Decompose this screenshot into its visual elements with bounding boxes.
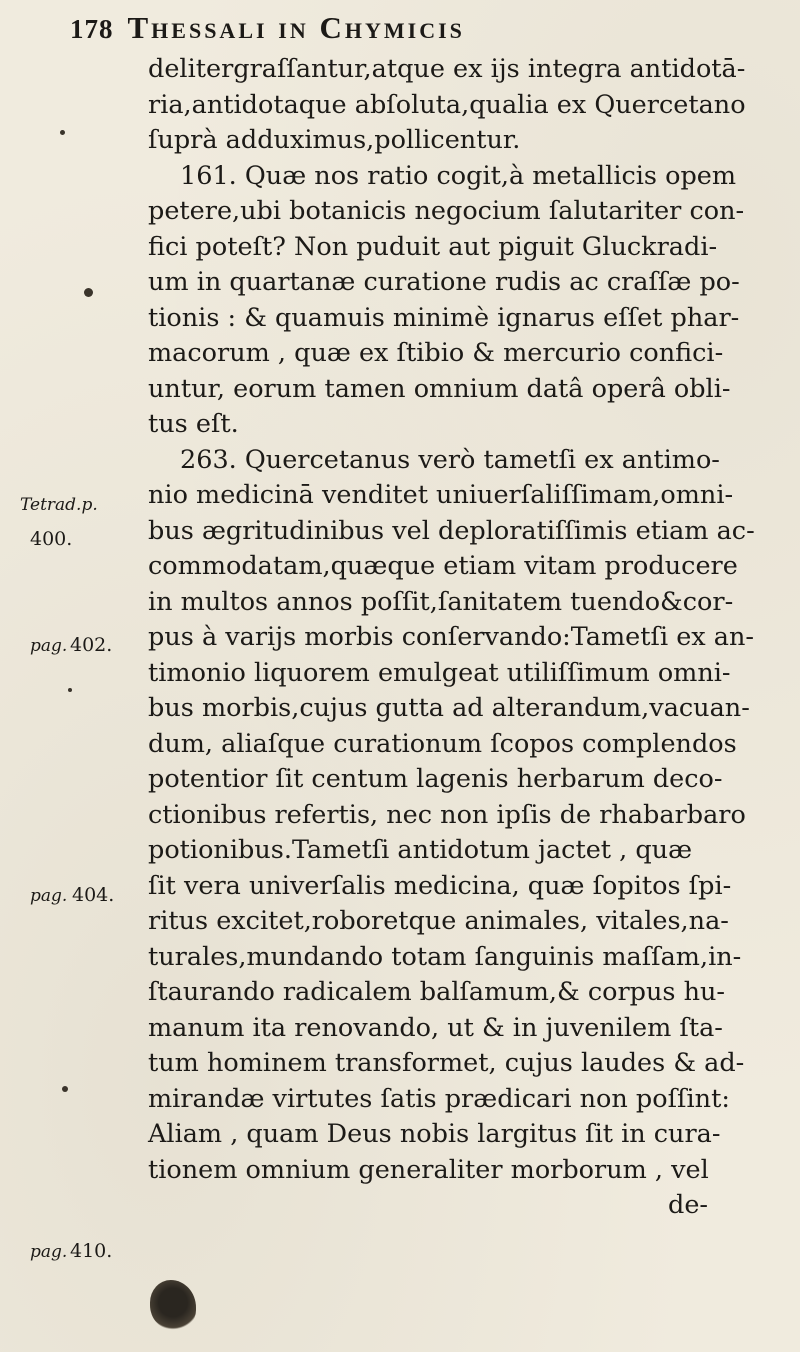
- margin-note-pag-1: pag.: [30, 636, 68, 656]
- text-line: 161. Quæ nos ratio cogit,à metallicis opem: [180, 160, 737, 191]
- text-line: Aliam , quam Deus nobis largitus ſit in cura-: [148, 1119, 721, 1149]
- text-line: turales,mundando totam ſanguinis maſſam,in-: [148, 941, 742, 972]
- text-line: pus à varijs morbis conſervando:Tametſi ex an-: [148, 622, 755, 652]
- text-line: ctionibus refertis, nec non ipſis de rhabarbaro: [148, 799, 746, 830]
- text-line: bus ægritudinibus vel deploratiſſimis etiam ac-: [148, 515, 755, 546]
- text-line: delitergraſſantur,atque ex ijs integra antidotā-: [148, 54, 746, 84]
- text-line: petere,ubi botanicis negocium ſalutariter con-: [148, 196, 745, 226]
- text-line: bus morbis,cujus gutta ad alterandum,vacuan-: [148, 693, 750, 723]
- text-line: ria,antidotaque abſoluta,qualia ex Quercetano: [148, 89, 746, 120]
- running-header: [70, 10, 710, 54]
- catchword: de-: [668, 1190, 709, 1220]
- margin-note-tetrad: Tetrad.p.: [20, 495, 98, 515]
- text-line: manum ita renovando, ut & in juvenilem ſta-: [148, 1012, 723, 1043]
- text-line: ſit vera univerſalis medicina, quæ ſopitos ſpi-: [148, 870, 732, 901]
- margin-note-pag-3: pag.: [30, 1242, 68, 1262]
- text-line: tionis : & quamuis minimè ignarus eſſet phar-: [148, 302, 740, 333]
- text-line: potionibus.Tametſi antidotum jactet , quæ: [148, 835, 693, 865]
- margin-note-402: 402.: [70, 634, 113, 656]
- text-line: ſuprà adduximus,pollicentur.: [148, 125, 521, 155]
- text-line: dum, aliaſque curationum ſcopos complendos: [148, 728, 737, 759]
- text-line: potentior ſit centum lagenis herbarum deco-: [148, 764, 723, 794]
- margin-note-410: 410.: [70, 1240, 113, 1262]
- ink-speck: [60, 130, 65, 135]
- ink-blot: [150, 1280, 196, 1330]
- text-line: mirandæ virtutes ſatis prædicari non poſſint:: [148, 1083, 730, 1114]
- ink-speck: [62, 1086, 68, 1092]
- text-line: 263. Quercetanus verò tametſi ex antimo-: [180, 444, 720, 475]
- margin-notes: [0, 0, 148, 1352]
- running-title: Thessali in Chymicis: [127, 10, 465, 45]
- text-line: timonio liquorem emulgeat utiliſſimum omni-: [148, 657, 731, 688]
- page-number: 178: [70, 14, 114, 44]
- text-line: um in quartanæ curatione rudis ac craſſæ po-: [148, 267, 740, 297]
- margin-note-pag-2: pag.: [30, 886, 68, 906]
- margin-note-404: 404.: [72, 884, 115, 906]
- margin-note-400: 400.: [30, 528, 73, 550]
- text-line: fici poteſt? Non puduit aut piguit Gluckradi-: [148, 231, 718, 262]
- text-line: nio medicinā venditet uniuerſaliſſimam,omni-: [148, 480, 734, 510]
- text-line: commodatam,quæque etiam vitam producere: [148, 551, 738, 581]
- text-line: ritus excitet,roboretque animales, vitales,na-: [148, 906, 729, 936]
- text-line: macorum , quæ ex ſtibio & mercurio confici-: [148, 338, 724, 368]
- ink-speck: [68, 688, 72, 692]
- ink-speck: [84, 288, 93, 297]
- text-line: ſtaurando radicalem balſamum,& corpus hu-: [148, 977, 726, 1007]
- text-line: tionem omnium generaliter morborum , vel: [148, 1154, 709, 1185]
- text-line: untur, eorum tamen omnium datâ operâ obli-: [148, 373, 731, 404]
- text-line: tum hominem transformet, cujus laudes & ad-: [148, 1048, 745, 1078]
- text-line: in multos annos poſſit,ſanitatem tuendo&cor-: [148, 586, 734, 617]
- text-line: tus eſt.: [148, 409, 239, 439]
- body-text: [148, 52, 788, 1224]
